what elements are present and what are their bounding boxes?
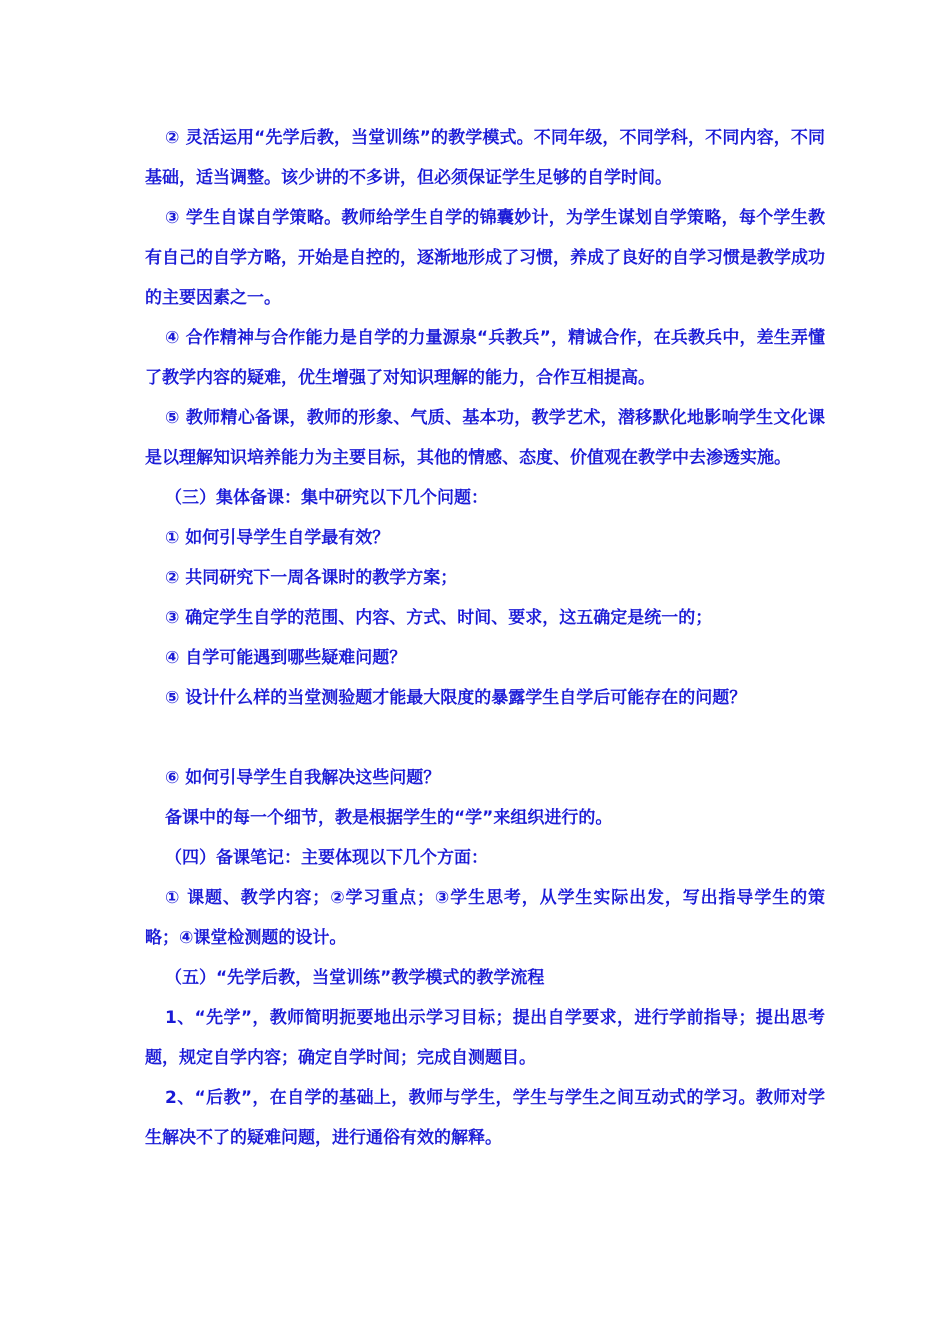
heading-teaching-process: （五）“先学后教，当堂训练”教学模式的教学流程: [165, 968, 545, 988]
list-item-test-design: ⑤ 设计什么样的当堂测验题才能最大限度的暴露学生自学后可能存在的问题？: [165, 688, 747, 708]
paragraph-cooperation-spirit: ④ 合作精神与合作能力是自学的力量源泉“兵教兵”，精诚合作，在兵教兵中，差生弄懂了教学内容的疑难，优生增强了对知识理解的能力，合作互相提高。: [145, 328, 825, 388]
list-item-guide-self-study: ① 如何引导学生自学最有效？: [165, 528, 390, 548]
paragraph-self-study-strategy: ③ 学生自谋自学策略。教师给学生自学的锦囊妙计，为学生谋划自学策略，每个学生教有自己的自学方略，开始是自控的，逐渐地形成了习惯，养成了良好的自学习惯是教学成功的主要因素之一。: [145, 208, 825, 308]
list-item-self-solve: ⑥ 如何引导学生自我解决这些问题？: [165, 768, 441, 788]
heading-collective-lesson-prep: （三）集体备课：集中研究以下几个问题：: [165, 488, 488, 508]
list-item-teaching-plan: ② 共同研究下一周各课时的教学方案；: [165, 568, 458, 588]
list-item-difficult-problems: ④ 自学可能遇到哪些疑难问题？: [165, 648, 407, 668]
paragraph-teach-after: 2、“后教”，在自学的基础上，教师与学生，学生与学生之间互动式的学习。教师对学生解决不了的疑难问题，进行通俗有效的解释。: [145, 1088, 825, 1148]
blank-line: [145, 718, 825, 758]
paragraph-flexible-teaching-mode: ② 灵活运用“先学后教，当堂训练”的教学模式。不同年级，不同学科，不同内容，不同基础，适当调整。该少讲的不多讲，但必须保证学生足够的自学时间。: [145, 128, 825, 188]
list-item-five-determinations: ③ 确定学生自学的范围、内容、方式、时间、要求，这五确定是统一的；: [165, 608, 713, 628]
heading-lesson-notes: （四）备课笔记：主要体现以下几个方面：: [165, 848, 488, 868]
paragraph-learn-first: 1、“先学”，教师简明扼要地出示学习目标；提出自学要求，进行学前指导；提出思考题，规定自学内容；确定自学时间；完成自测题目。: [145, 1008, 825, 1068]
paragraph-notes-content: ① 课题、教学内容；②学习重点；③学生思考，从学生实际出发，写出指导学生的策略；④课堂检测题的设计。: [145, 888, 825, 948]
paragraph-teacher-preparation: ⑤ 教师精心备课，教师的形象、气质、基本功，教学艺术，潜移默化地影响学生文化课是以理解知识培养能力为主要目标，其他的情感、态度、价值观在教学中去渗透实施。: [145, 408, 825, 468]
paragraph-lesson-detail: 备课中的每一个细节，教是根据学生的“学”来组织进行的。: [165, 808, 613, 828]
document-body: [145, 118, 825, 1158]
